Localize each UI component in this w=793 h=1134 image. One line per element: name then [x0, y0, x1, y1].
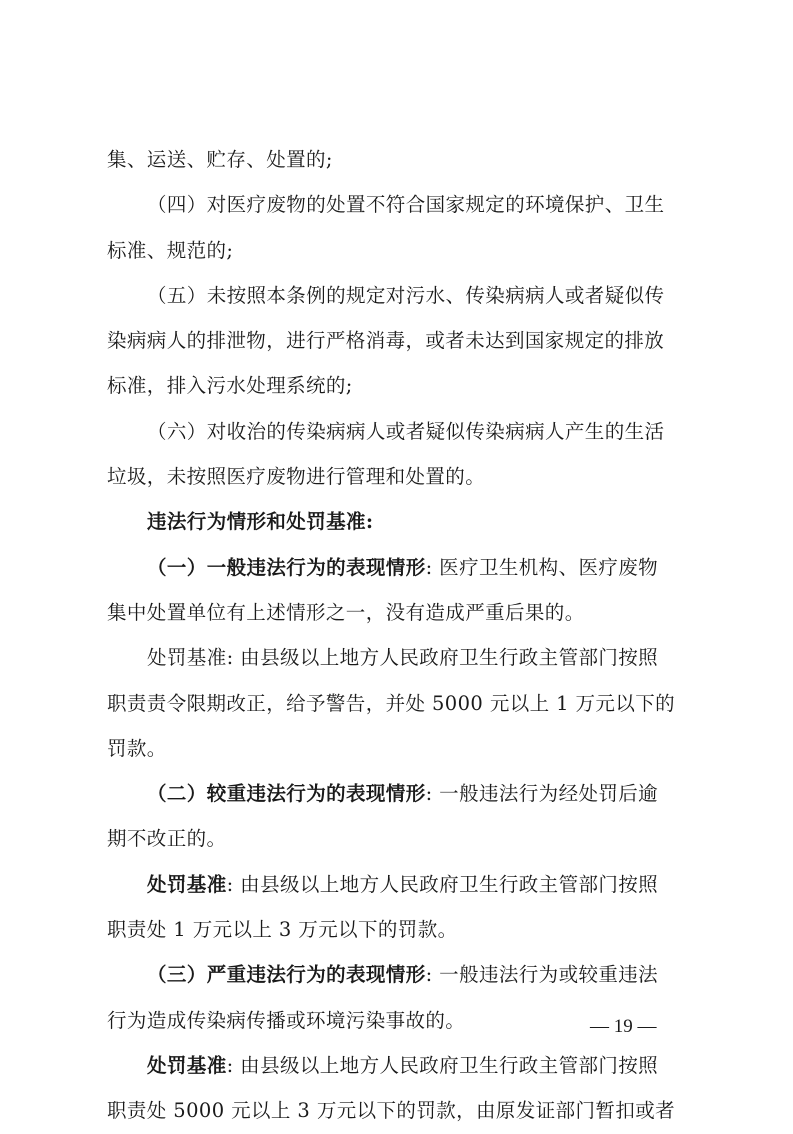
text-line: 集中处置单位有上述情形之一，没有造成严重后果的。	[107, 600, 585, 624]
text-line	[107, 952, 697, 997]
bold-label: 处罚基准	[147, 1053, 227, 1077]
line-text: : 一般违法行为经处罚后逾	[425, 782, 659, 806]
text-line: 行为造成传染病传播或环境污染事故的。	[107, 1008, 466, 1032]
document-body	[107, 137, 697, 1134]
text-line: 处罚基准: 由县级以上地方人民政府卫生行政主管部门按照	[147, 646, 659, 670]
text-line: 标准、规范的;	[107, 238, 234, 262]
line-text: : 由县级以上地方人民政府卫生行政主管部门按照	[226, 872, 659, 896]
text-line	[107, 771, 697, 816]
text-line: 标准，排入污水处理系统的;	[107, 374, 353, 398]
section-heading: 违法行为情形和处罚基准:	[147, 510, 374, 534]
bold-label: （二）较重违法行为的表现情形	[147, 782, 426, 806]
line-text: : 医疗卫生机构、医疗废物	[425, 555, 659, 579]
text-line: 职责处 1 万元以上 3 万元以下的罚款。	[107, 918, 458, 942]
text-line: 职责处 5000 元以上 3 万元以下的罚款，由原发证部门暂扣或者	[107, 1099, 676, 1123]
page-number: — 19 —	[590, 1016, 657, 1037]
text-line	[107, 1043, 697, 1088]
text-line: 垃圾，未按照医疗废物进行管理和处置的。	[107, 465, 486, 489]
line-text: : 由县级以上地方人民政府卫生行政主管部门按照	[226, 1053, 659, 1077]
text-line: 集、运送、贮存、处置的;	[107, 148, 333, 171]
text-line	[107, 545, 697, 590]
text-line: 罚款。	[107, 736, 167, 760]
text-line: （五）未按照本条例的规定对污水、传染病病人或者疑似传	[147, 283, 665, 307]
bold-label: 处罚基准	[147, 872, 227, 896]
text-line: 职责责令限期改正，给予警告，并处 5000 元以上 1 万元以下的	[107, 691, 676, 715]
text-line: （六）对收治的传染病病人或者疑似传染病病人产生的生活	[147, 419, 665, 443]
bold-label: （三）严重违法行为的表现情形	[147, 963, 426, 987]
text-line: 染病病人的排泄物，进行严格消毒，或者未达到国家规定的排放	[107, 329, 665, 353]
bold-label: （一）一般违法行为的表现情形	[147, 555, 426, 579]
text-line: 期不改正的。	[107, 827, 227, 851]
line-text: : 一般违法行为或较重违法	[425, 963, 659, 987]
text-line: （四）对医疗废物的处置不符合国家规定的环境保护、卫生	[147, 193, 665, 217]
text-line	[107, 862, 697, 907]
